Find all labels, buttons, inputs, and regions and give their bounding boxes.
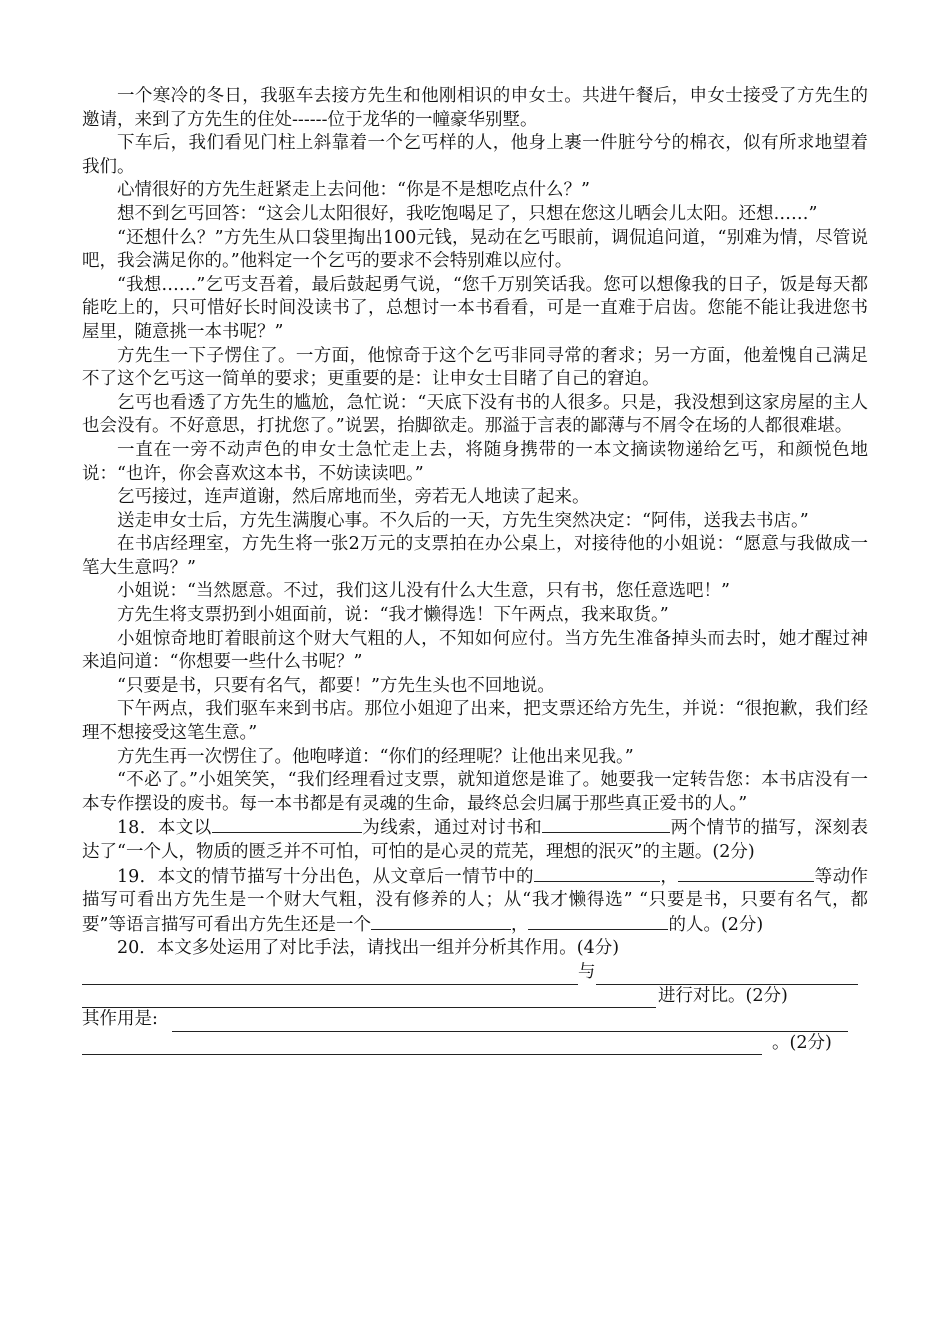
paragraph: 乞丐也看透了方先生的尴尬，急忙说：“天底下没有书的人很多。只是，我没想到这家房屋的主人也会没有。不好意思，打扰您了。”说罢，抬脚欲走。那溢于言表的鄙薄与不屑令在场的人都很难堪。 <box>82 392 868 437</box>
q20-compare-blank-2[interactable] <box>596 968 858 985</box>
paragraph: “我想……”乞丐支吾着，最后鼓起勇气说，“您千万别笑话我。您可以想像我的日子，饭是每天都能吃上的，只可惜好长时间没读书了，总想讨一本书看看，可是一直难于启齿。您能不能让我进您书屋里，随意挑一本书呢？” <box>82 274 868 342</box>
q20-title: 20．本文多处运用了对比手法，请找出一组并分析其作用。(4分) <box>117 938 620 959</box>
q20-effect-blank-2[interactable] <box>82 1038 762 1055</box>
paragraph: “只要是书，只要有名气，都要！”方先生头也不回地说。 <box>117 675 555 696</box>
q20-end-label: 。(2分) <box>772 1032 832 1053</box>
q19-trait-blank-1[interactable] <box>371 913 511 930</box>
q18-text-a: 18．本文以 <box>117 818 212 839</box>
q19-text-a: 19．本文的情节描写十分出色，从文章后一情节中的 <box>117 866 534 887</box>
paragraph: 一个寒冷的冬日，我驱车去接方先生和他刚相识的申女士。共进午餐后，申女士接受了方先生的邀请，来到了方先生的住处------位于龙华的一幢豪华别墅。 <box>82 86 868 130</box>
story-text <box>82 85 868 816</box>
q19-action-blank-1[interactable] <box>534 865 660 882</box>
q19-text-c: 等动作描写可看出方先生是一个财大气粗，没有修养的人；从“我才懒得选” “只要是书，只要有名气，都要”等语言描写可看出方先生还是一个 <box>82 866 869 935</box>
paragraph: 下车后，我们看见门柱上斜靠着一个乞丐样的人，他身上裹一件脏兮兮的棉衣，似有所求地望着我们。 <box>82 133 868 177</box>
q20-effect-label: 其作用是: <box>82 1009 158 1030</box>
q19-text-e: 的人。(2分) <box>668 914 764 935</box>
question-18 <box>82 816 868 864</box>
paragraph: 在书店经理室，方先生将一张2万元的支票拍在办公桌上，对接待他的小姐说：“愿意与我做成一笔大生意吗？” <box>82 534 868 578</box>
q20-compare-row-2 <box>82 985 868 1009</box>
paragraph: 送走申女士后，方先生满腹心事。不久后的一天，方先生突然决定：“阿伟，送我去书店。” <box>117 510 809 531</box>
q20-effect-blank-1[interactable] <box>172 1015 848 1032</box>
paragraph: 心情很好的方先生赶紧走上去问他：“你是不是想吃点什么？” <box>117 180 590 201</box>
paragraph: 一直在一旁不动声色的申女士急忙走上去，将随身携带的一本文摘读物递给乞丐，和颜悦色地说：“也许，你会喜欢这本书，不妨读读吧。” <box>82 439 868 484</box>
q20-compare-label: 进行对比。(2分) <box>658 985 788 1006</box>
q20-with-label: 与 <box>578 961 596 982</box>
q19-text-b: ， <box>659 866 679 887</box>
q18-text-c: 两个情节的描写，深刻表达了“一个人，物质的匮乏并不可怕，可怕的是心灵的荒芜，理想的泯灭”的主题。(2分) <box>82 818 868 862</box>
paragraph: 方先生将支票扔到小姐面前，说：“我才懒得选！下午两点，我来取货。” <box>117 605 669 626</box>
q18-text-b: 为线索，通过对讨书和 <box>361 818 543 839</box>
paragraph: 下午两点，我们驱车来到书店。那位小姐迎了出来，把支票还给方先生，并说：“很抱歉，我们经理不想接受这笔生意。” <box>82 699 868 744</box>
q19-action-blank-2[interactable] <box>678 865 814 882</box>
q18-plot-blank[interactable] <box>542 816 670 833</box>
q19-text-d: ， <box>510 914 529 935</box>
q20-compare-row-1 <box>82 961 868 985</box>
paragraph: “不必了。”小姐笑笑，“我们经理看过支票，就知道您是谁了。她要我一定转告您：本书店没有一本专作摆设的废书。每一本书都是有灵魂的生命，最终总会归属于那些真正爱书的人。” <box>82 770 868 814</box>
q19-trait-blank-2[interactable] <box>528 913 668 930</box>
paragraph: 乞丐接过，连声道谢，然后席地而坐，旁若无人地读了起来。 <box>117 487 590 508</box>
paragraph: 方先生一下子愣住了。一方面，他惊奇于这个乞丐非同寻常的奢求；另一方面，他羞愧自己满足不了这个乞丐这一简单的要求；更重要的是：让申女士目睹了自己的窘迫。 <box>82 345 868 390</box>
paragraph: 想不到乞丐回答：“这会儿太阳很好，我吃饱喝足了，只想在您这儿晒会儿太阳。还想……” <box>117 203 818 224</box>
q20-effect-row-2 <box>82 1032 868 1056</box>
q20-compare-blank-3[interactable] <box>82 991 656 1008</box>
question-20 <box>82 937 868 1055</box>
paragraph: 小姐惊奇地盯着眼前这个财大气粗的人，不知如何应付。当方先生准备掉头而去时，她才醒过神来追问道：“你想要一些什么书呢？” <box>82 628 868 673</box>
q20-compare-blank-1[interactable] <box>82 968 578 985</box>
paragraph: 方先生再一次愣住了。他咆哮道：“你们的经理呢？让他出来见我。” <box>117 746 634 767</box>
question-19 <box>82 865 868 938</box>
q20-effect-row-1 <box>82 1008 868 1032</box>
paragraph: 小姐说：“当然愿意。不过，我们这儿没有什么大生意，只有书，您任意选吧！” <box>117 581 730 602</box>
paragraph: “还想什么？”方先生从口袋里掏出100元钱，晃动在乞丐眼前，调侃追问道，“别难为情，尽管说吧，我会满足你的。”他料定一个乞丐的要求不会特别难以应付。 <box>82 227 868 272</box>
q18-clue-blank[interactable] <box>212 816 362 833</box>
